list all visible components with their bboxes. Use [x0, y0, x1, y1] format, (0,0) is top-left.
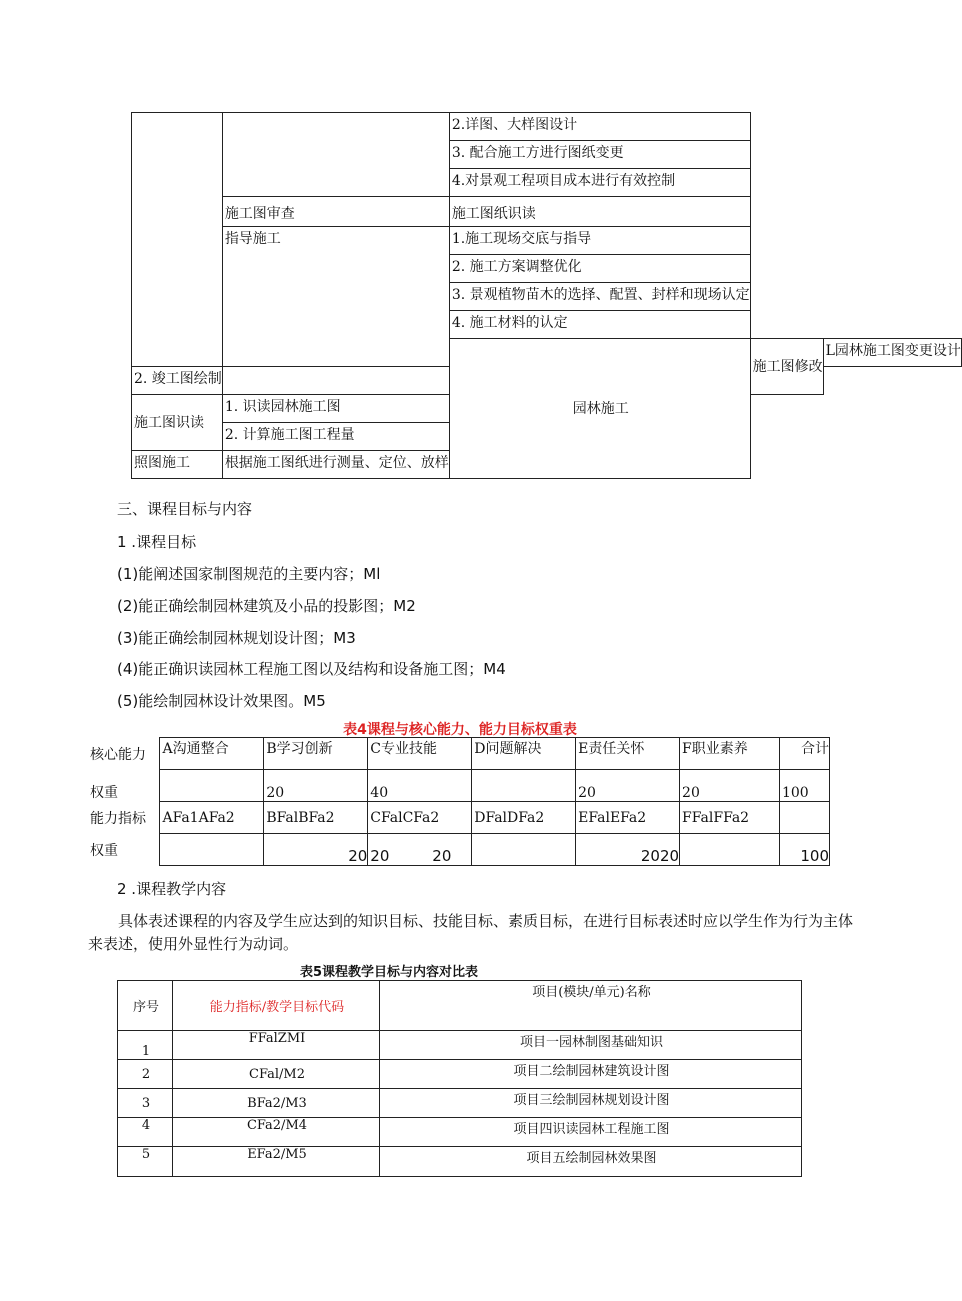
t4-cell: 20 [264, 770, 368, 802]
t5-cell: 项目二绘制园林建筑设计图 [380, 1060, 802, 1089]
t5-cell: 项目三绘制园林规划设计图 [380, 1089, 802, 1118]
t4-cell [779, 802, 829, 834]
goal-item: (1)能阐述国家制图规范的主要内容；Ml [117, 565, 381, 583]
table4-caption: 表4课程与核心能力、能力目标权重表 [343, 722, 577, 738]
t1-cell: 2.详图、大样图设计 [449, 113, 750, 141]
t4-header: 合计 [779, 738, 829, 770]
subsection-title: 2 .课程教学内容 [117, 880, 227, 898]
t5-cell: BFa2/M3 [173, 1089, 380, 1118]
t1-cell: 照图施工 [132, 451, 223, 479]
t1-cell [222, 113, 449, 197]
t4-cell: 100 [779, 770, 829, 802]
row-label: 核心能力 [90, 746, 146, 763]
subsection-title: 1 .课程目标 [117, 533, 197, 551]
t1-cell: 2. 竣工图绘制 [132, 367, 223, 395]
t1-cell: 2. 施工方案调整优化 [449, 255, 750, 283]
group-label: 园林施工 [449, 339, 750, 479]
competency-table [131, 112, 962, 479]
t4-cell: AFa1AFa2 [160, 802, 264, 834]
t1-cell: L园林施工图变更设计 [823, 339, 961, 367]
t1-cell: 根据施工图纸进行测量、定位、放样 [222, 451, 449, 479]
group-cell-empty [132, 113, 223, 367]
t1-cell: 4.对景观工程项目成本进行有效控制 [449, 169, 750, 197]
t4-cell: 40 [368, 770, 472, 802]
t4-cell [680, 834, 780, 866]
t1-cell: 2. 计算施工图工程量 [222, 423, 449, 451]
t4-header: C专业技能 [368, 738, 472, 770]
t1-cell: 1. 识读园林施工图 [222, 395, 449, 423]
t5-cell: 1 [118, 1031, 173, 1060]
t4-cell: CFalCFa2 [368, 802, 472, 834]
t5-cell: 4 [118, 1118, 173, 1147]
t5-header: 项目(模块/单元)名称 [380, 981, 802, 1031]
t4-header: F职业素养 [680, 738, 780, 770]
t4-cell: 20 [264, 834, 368, 866]
t1-cell: 施工图识读 [132, 395, 223, 451]
t1-cell: 3. 配合施工方进行图纸变更 [449, 141, 750, 169]
t5-cell: 项目四识读园林工程施工图 [380, 1118, 802, 1147]
t4-cell: 2020 [576, 834, 680, 866]
t4-header: D问题解决 [472, 738, 576, 770]
goal-item: (4)能正确识读园林工程施工图以及结构和设备施工图；M4 [117, 660, 506, 678]
t1-cell: 施工图审查 [222, 197, 449, 227]
t4-cell [472, 770, 576, 802]
t5-cell: 项目五绘制园林效果图 [380, 1147, 802, 1177]
t4-cell: FFalFFa2 [680, 802, 780, 834]
t5-cell: 项目一园林制图基础知识 [380, 1031, 802, 1060]
t1-cell: 4. 施工材料的认定 [449, 311, 750, 339]
row-label: 权重 [90, 784, 118, 801]
t4-header: A沟通整合 [160, 738, 264, 770]
t5-cell: 3 [118, 1089, 173, 1118]
content-table [117, 980, 802, 1177]
t5-header: 能力指标/教学目标代码 [173, 981, 380, 1031]
row-label: 权重 [90, 842, 118, 859]
t4-cell: BFalBFa2 [264, 802, 368, 834]
t5-cell: EFa2/M5 [173, 1147, 380, 1177]
t4-cell: EFalEFa2 [576, 802, 680, 834]
t1-cell: 1.施工现场交底与指导 [449, 227, 750, 255]
t5-cell: 2 [118, 1060, 173, 1089]
t5-header: 序号 [118, 981, 173, 1031]
t4-cell [160, 770, 264, 802]
t4-cell: 100 [779, 834, 829, 866]
t1-cell: 施工图纸识读 [449, 197, 750, 227]
t4-cell: 20 [680, 770, 780, 802]
t5-cell: CFal/M2 [173, 1060, 380, 1089]
goal-item: (3)能正确绘制园林规划设计图；M3 [117, 629, 356, 647]
t4-cell [472, 834, 576, 866]
t1-cell: 指导施工 [222, 227, 449, 367]
t4-header: B学习创新 [264, 738, 368, 770]
goal-item: (5)能绘制园林设计效果图。M5 [117, 692, 326, 710]
t5-cell: 5 [118, 1147, 173, 1177]
weight-table [88, 737, 830, 866]
table5-caption: 表5课程教学目标与内容对比表 [300, 965, 479, 980]
t1-cell: 施工图修改 [750, 339, 823, 395]
t4-cell: 20 [576, 770, 680, 802]
t4-header: E责任关怀 [576, 738, 680, 770]
section-title: 三、课程目标与内容 [117, 500, 253, 518]
goal-item: (2)能正确绘制园林建筑及小品的投影图；M2 [117, 597, 416, 615]
t1-cell: 3. 景观植物苗木的选择、配置、封样和现场认定 [449, 283, 750, 311]
t5-cell: CFa2/M4 [173, 1118, 380, 1147]
t4-cell: 20 20 [368, 834, 472, 866]
t4-cell: DFalDFa2 [472, 802, 576, 834]
t4-cell [160, 834, 264, 866]
t5-cell: FFalZMI [173, 1031, 380, 1060]
description-paragraph: 具体表述课程的内容及学生应达到的知识目标、技能目标、素质目标，在进行目标表述时应以学生作为行为主体来表述，使用外显性行为动词。 [88, 912, 854, 953]
row-label: 能力指标 [90, 810, 146, 827]
